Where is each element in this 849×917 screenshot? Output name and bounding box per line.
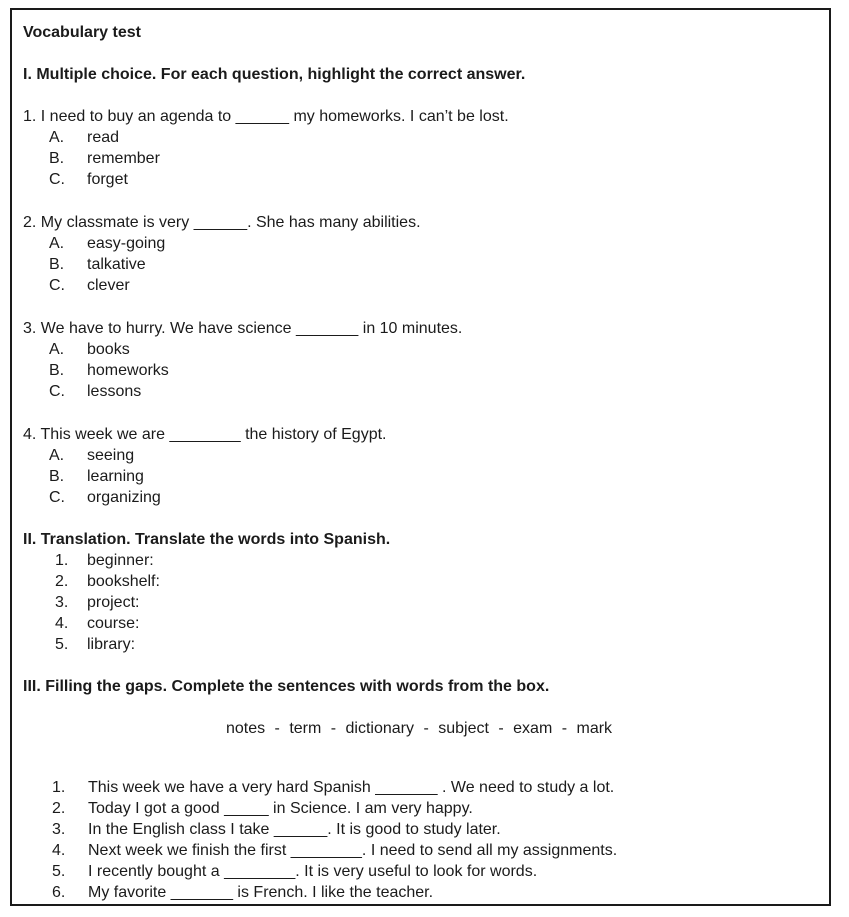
option-text: remember [87, 150, 160, 167]
question-1-text: 1. I need to buy an agenda to ______ my homeworks. I can’t be lost. [23, 108, 509, 125]
option-text: books [87, 341, 130, 358]
item-number: 3. [52, 821, 66, 838]
item-text: My favorite _______ is French. I like the teacher. [88, 884, 434, 901]
item-number: 6. [52, 884, 66, 901]
question-4-option-c [23, 487, 815, 508]
item-text: In the English class I take ______. It is good to study later. [88, 821, 501, 838]
option-text: read [87, 129, 120, 146]
option-letter: A. [49, 447, 65, 464]
item-text: beginner: [87, 552, 154, 569]
option-letter: C. [49, 383, 65, 400]
word-bank: notes - term - dictionary - subject - exam - mark [225, 720, 613, 737]
item-number: 2. [52, 800, 66, 817]
question-3-option-c [23, 381, 815, 402]
question-2-text: 2. My classmate is very ______. She has many abilities. [23, 214, 421, 231]
option-text: lessons [87, 383, 142, 400]
question-2-option-c [23, 275, 815, 296]
option-letter: B. [49, 150, 65, 167]
question-4-text: 4. This week we are ________ the history of Egypt. [23, 426, 387, 443]
option-text: forget [87, 171, 128, 188]
section-filling-gaps-heading: III. Filling the gaps. Complete the sentences with words from the box. [23, 678, 550, 695]
item-text: Today I got a good _____ in Science. I am very happy. [88, 800, 473, 817]
item-number: 3. [55, 594, 69, 611]
translation-item-2 [23, 571, 815, 592]
question-3-text: 3. We have to hurry. We have science _______ in 10 minutes. [23, 320, 463, 337]
option-letter: C. [49, 277, 65, 294]
question-3 [23, 318, 815, 402]
translation-item-3 [23, 592, 815, 613]
item-number: 2. [55, 573, 69, 590]
option-letter: B. [49, 256, 65, 273]
option-text: easy-going [87, 235, 166, 252]
question-1 [23, 106, 815, 190]
item-text: bookshelf: [87, 573, 160, 590]
question-3-option-a [23, 339, 815, 360]
option-letter: C. [49, 171, 65, 188]
gap-item-6 [23, 882, 815, 903]
question-4 [23, 424, 815, 508]
question-2-option-a [23, 233, 815, 254]
item-number: 1. [55, 552, 69, 569]
item-text: project: [87, 594, 140, 611]
item-number: 1. [52, 779, 66, 796]
document-title: Vocabulary test [23, 24, 141, 41]
option-text: learning [87, 468, 144, 485]
question-4-option-b [23, 466, 815, 487]
section-multiple-choice-heading: I. Multiple choice. For each question, highlight the correct answer. [23, 66, 526, 83]
gap-item-1 [23, 777, 815, 798]
gap-item-5 [23, 861, 815, 882]
option-letter: A. [49, 341, 65, 358]
question-3-option-b [23, 360, 815, 381]
item-text: This week we have a very hard Spanish _______ . We need to study a lot. [88, 779, 615, 796]
option-text: talkative [87, 256, 146, 273]
question-2-option-b [23, 254, 815, 275]
translation-list [23, 550, 815, 655]
option-letter: C. [49, 489, 65, 506]
option-letter: A. [49, 235, 65, 252]
item-number: 5. [55, 636, 69, 653]
item-number: 5. [52, 863, 66, 880]
item-number: 4. [52, 842, 66, 859]
filling-gaps-list [23, 777, 815, 903]
question-2 [23, 212, 815, 296]
option-text: clever [87, 277, 130, 294]
worksheet-page [10, 8, 831, 906]
option-letter: A. [49, 129, 65, 146]
translation-item-1 [23, 550, 815, 571]
option-letter: B. [49, 362, 65, 379]
translation-item-5 [23, 634, 815, 655]
gap-item-2 [23, 798, 815, 819]
gap-item-3 [23, 819, 815, 840]
item-text: Next week we finish the first ________. I need to send all my assignments. [88, 842, 618, 859]
question-4-option-a [23, 445, 815, 466]
question-1-option-c [23, 169, 815, 190]
gap-item-4 [23, 840, 815, 861]
question-1-option-a [23, 127, 815, 148]
option-letter: B. [49, 468, 65, 485]
question-1-option-b [23, 148, 815, 169]
option-text: seeing [87, 447, 135, 464]
item-text: course: [87, 615, 140, 632]
item-text: library: [87, 636, 136, 653]
item-number: 4. [55, 615, 69, 632]
translation-item-4 [23, 613, 815, 634]
item-text: I recently bought a ________. It is very useful to look for words. [88, 863, 538, 880]
option-text: organizing [87, 489, 161, 506]
option-text: homeworks [87, 362, 169, 379]
section-translation-heading: II. Translation. Translate the words into Spanish. [23, 531, 391, 548]
